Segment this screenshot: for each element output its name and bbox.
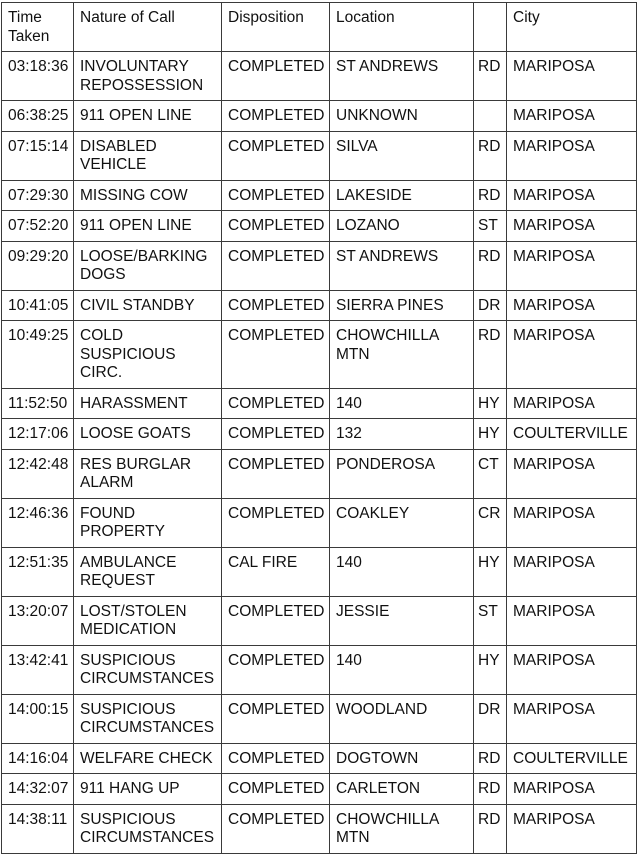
nature-cell: 911 OPEN LINE: [74, 211, 222, 242]
table-row: [2, 596, 637, 645]
call-log-table: [1, 2, 637, 854]
nature-cell: COLD SUSPICIOUS CIRC.: [74, 321, 222, 389]
location-cell: WOODLAND: [330, 694, 474, 743]
time-cell: 12:42:48: [2, 449, 74, 498]
time-cell: 12:17:06: [2, 419, 74, 450]
disposition-cell: COMPLETED: [222, 498, 330, 547]
street-suffix-cell: HY: [474, 419, 507, 450]
city-cell: MARIPOSA: [507, 596, 637, 645]
street-suffix-cell: HY: [474, 547, 507, 596]
time-cell: 13:20:07: [2, 596, 74, 645]
table-row: [2, 547, 637, 596]
disposition-cell: COMPLETED: [222, 743, 330, 774]
disposition-cell: COMPLETED: [222, 101, 330, 132]
street-suffix-cell: RD: [474, 131, 507, 180]
location-cell: UNKNOWN: [330, 101, 474, 132]
street-suffix-cell: CR: [474, 498, 507, 547]
table-row: [2, 694, 637, 743]
nature-cell: MISSING COW: [74, 180, 222, 211]
street-suffix-cell: CT: [474, 449, 507, 498]
nature-cell: WELFARE CHECK: [74, 743, 222, 774]
city-cell: MARIPOSA: [507, 449, 637, 498]
disposition-cell: COMPLETED: [222, 211, 330, 242]
table-row: [2, 804, 637, 853]
location-cell: 140: [330, 547, 474, 596]
street-suffix-cell: RD: [474, 804, 507, 853]
disposition-cell: COMPLETED: [222, 804, 330, 853]
location-cell: JESSIE: [330, 596, 474, 645]
time-cell: 03:18:36: [2, 52, 74, 101]
city-cell: COULTERVILLE: [507, 743, 637, 774]
time-cell: 14:00:15: [2, 694, 74, 743]
street-suffix-cell: ST: [474, 211, 507, 242]
disposition-cell: COMPLETED: [222, 241, 330, 290]
street-suffix-cell: HY: [474, 388, 507, 419]
nature-cell: LOOSE GOATS: [74, 419, 222, 450]
nature-cell: SUSPICIOUS CIRCUMSTANCES: [74, 694, 222, 743]
table-row: [2, 498, 637, 547]
table-row: [2, 211, 637, 242]
nature-cell: DISABLED VEHICLE: [74, 131, 222, 180]
location-cell: ST ANDREWS: [330, 52, 474, 101]
time-cell: 09:29:20: [2, 241, 74, 290]
street-suffix-cell: RD: [474, 321, 507, 389]
city-cell: MARIPOSA: [507, 180, 637, 211]
header-nature: Nature of Call: [74, 3, 222, 52]
time-cell: 12:46:36: [2, 498, 74, 547]
table-row: [2, 743, 637, 774]
location-cell: 132: [330, 419, 474, 450]
location-cell: CHOWCHILLA MTN: [330, 321, 474, 389]
table-row: [2, 241, 637, 290]
city-cell: MARIPOSA: [507, 774, 637, 805]
table-row: [2, 388, 637, 419]
time-cell: 14:16:04: [2, 743, 74, 774]
nature-cell: INVOLUNTARY REPOSSESSION: [74, 52, 222, 101]
nature-cell: SUSPICIOUS CIRCUMSTANCES: [74, 645, 222, 694]
location-cell: CHOWCHILLA MTN: [330, 804, 474, 853]
disposition-cell: COMPLETED: [222, 321, 330, 389]
header-disposition: Disposition: [222, 3, 330, 52]
nature-cell: CIVIL STANDBY: [74, 290, 222, 321]
table-row: [2, 774, 637, 805]
disposition-cell: CAL FIRE: [222, 547, 330, 596]
time-cell: 10:41:05: [2, 290, 74, 321]
disposition-cell: COMPLETED: [222, 180, 330, 211]
city-cell: COULTERVILLE: [507, 419, 637, 450]
table-row: [2, 321, 637, 389]
location-cell: CARLETON: [330, 774, 474, 805]
city-cell: MARIPOSA: [507, 547, 637, 596]
street-suffix-cell: RD: [474, 180, 507, 211]
street-suffix-cell: RD: [474, 774, 507, 805]
disposition-cell: COMPLETED: [222, 694, 330, 743]
time-cell: 14:32:07: [2, 774, 74, 805]
disposition-cell: COMPLETED: [222, 596, 330, 645]
header-time: Time Taken: [2, 3, 74, 52]
street-suffix-cell: RD: [474, 52, 507, 101]
location-cell: PONDEROSA: [330, 449, 474, 498]
table-row: [2, 290, 637, 321]
location-cell: 140: [330, 388, 474, 419]
disposition-cell: COMPLETED: [222, 774, 330, 805]
city-cell: MARIPOSA: [507, 498, 637, 547]
city-cell: MARIPOSA: [507, 804, 637, 853]
header-suffix: [474, 3, 507, 52]
city-cell: MARIPOSA: [507, 645, 637, 694]
time-cell: 10:49:25: [2, 321, 74, 389]
location-cell: LAKESIDE: [330, 180, 474, 211]
table-row: [2, 101, 637, 132]
disposition-cell: COMPLETED: [222, 419, 330, 450]
street-suffix-cell: HY: [474, 645, 507, 694]
nature-cell: LOST/STOLEN MEDICATION: [74, 596, 222, 645]
city-cell: MARIPOSA: [507, 321, 637, 389]
call-log-body: [2, 52, 637, 854]
disposition-cell: COMPLETED: [222, 449, 330, 498]
city-cell: MARIPOSA: [507, 241, 637, 290]
city-cell: MARIPOSA: [507, 101, 637, 132]
location-cell: 140: [330, 645, 474, 694]
city-cell: MARIPOSA: [507, 290, 637, 321]
nature-cell: 911 OPEN LINE: [74, 101, 222, 132]
time-cell: 12:51:35: [2, 547, 74, 596]
time-cell: 14:38:11: [2, 804, 74, 853]
table-row: [2, 131, 637, 180]
location-cell: COAKLEY: [330, 498, 474, 547]
header-city: City: [507, 3, 637, 52]
nature-cell: AMBULANCE REQUEST: [74, 547, 222, 596]
city-cell: MARIPOSA: [507, 211, 637, 242]
street-suffix-cell: DR: [474, 290, 507, 321]
header-row: [2, 3, 637, 52]
street-suffix-cell: ST: [474, 596, 507, 645]
city-cell: MARIPOSA: [507, 131, 637, 180]
disposition-cell: COMPLETED: [222, 388, 330, 419]
disposition-cell: COMPLETED: [222, 52, 330, 101]
table-row: [2, 52, 637, 101]
table-row: [2, 449, 637, 498]
city-cell: MARIPOSA: [507, 388, 637, 419]
nature-cell: FOUND PROPERTY: [74, 498, 222, 547]
location-cell: LOZANO: [330, 211, 474, 242]
disposition-cell: COMPLETED: [222, 290, 330, 321]
location-cell: ST ANDREWS: [330, 241, 474, 290]
time-cell: 07:15:14: [2, 131, 74, 180]
disposition-cell: COMPLETED: [222, 645, 330, 694]
time-cell: 13:42:41: [2, 645, 74, 694]
time-cell: 07:29:30: [2, 180, 74, 211]
location-cell: SIERRA PINES: [330, 290, 474, 321]
location-cell: DOGTOWN: [330, 743, 474, 774]
table-row: [2, 645, 637, 694]
table-row: [2, 419, 637, 450]
header-location: Location: [330, 3, 474, 52]
nature-cell: RES BURGLAR ALARM: [74, 449, 222, 498]
nature-cell: SUSPICIOUS CIRCUMSTANCES: [74, 804, 222, 853]
disposition-cell: COMPLETED: [222, 131, 330, 180]
street-suffix-cell: RD: [474, 743, 507, 774]
time-cell: 07:52:20: [2, 211, 74, 242]
time-cell: 11:52:50: [2, 388, 74, 419]
table-row: [2, 180, 637, 211]
location-cell: SILVA: [330, 131, 474, 180]
nature-cell: HARASSMENT: [74, 388, 222, 419]
nature-cell: 911 HANG UP: [74, 774, 222, 805]
time-cell: 06:38:25: [2, 101, 74, 132]
street-suffix-cell: [474, 101, 507, 132]
city-cell: MARIPOSA: [507, 694, 637, 743]
nature-cell: LOOSE/BARKING DOGS: [74, 241, 222, 290]
street-suffix-cell: RD: [474, 241, 507, 290]
city-cell: MARIPOSA: [507, 52, 637, 101]
street-suffix-cell: DR: [474, 694, 507, 743]
